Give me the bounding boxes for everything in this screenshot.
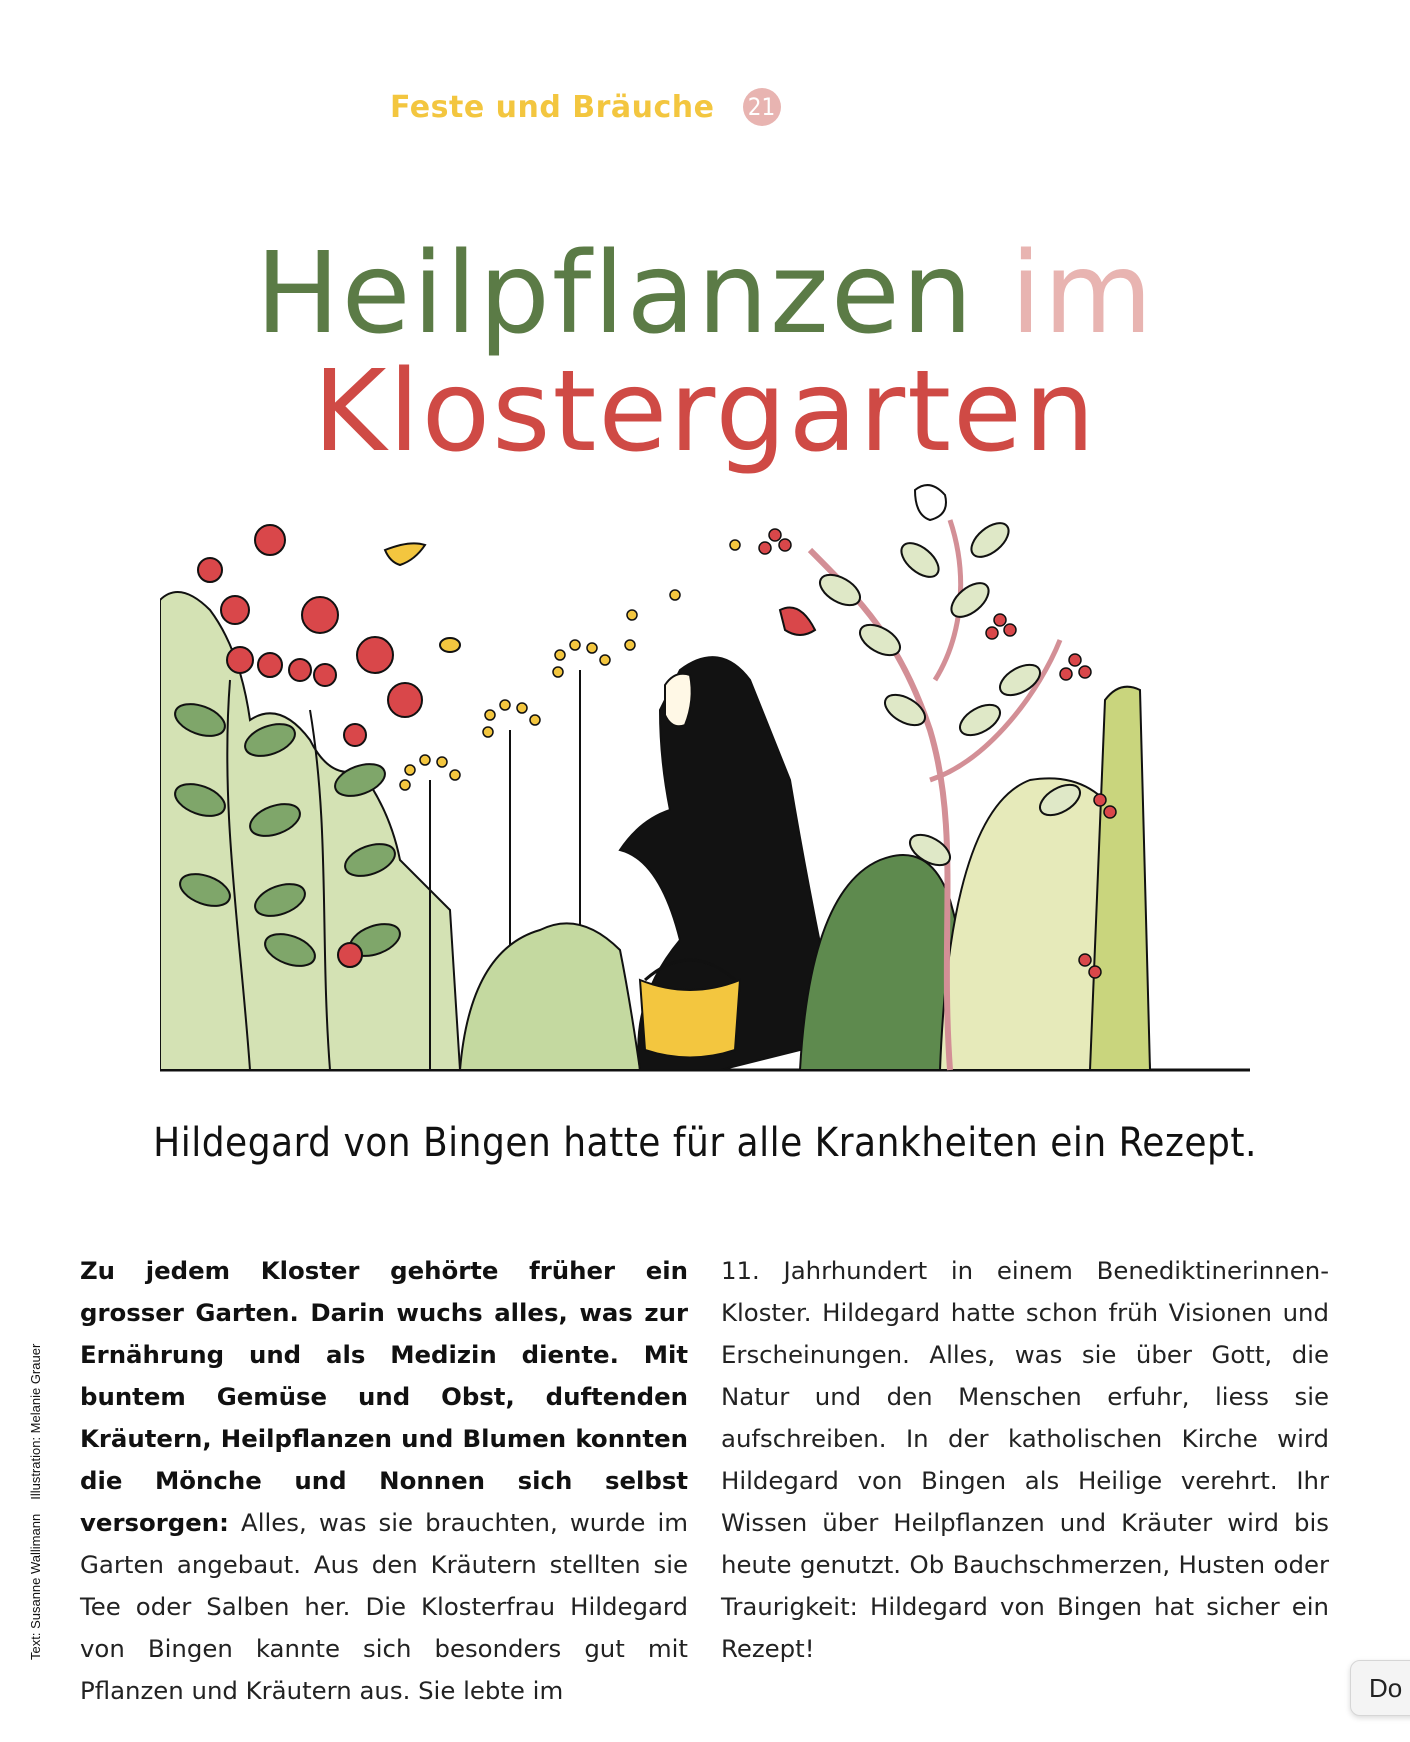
section-label: Feste und Bräuche bbox=[390, 89, 715, 125]
garden-illustration bbox=[160, 480, 1250, 1080]
article-title bbox=[0, 229, 1410, 477]
body-text-right: 11. Jahrhundert in einem Benediktinerinnen-Kloster. Hildegard hatte schon früh Visionen und Erscheinungen. Alles, was sie über Gott, die Natur und den Menschen erfuhr, liess sie aufschreiben. In der katholischen Kirche wird Hildegard von Bingen als Heilige verehrt. Ihr Wissen über Heilpflanzen und Kräuter wird bis heute genutzt. Ob Bauchschmerzen, Husten oder Traurigkeit: Hildegard von Bingen hat sicher ein Rezept! bbox=[721, 1256, 1329, 1663]
title-word-im: im bbox=[1010, 229, 1155, 359]
title-word-klostergarten: Klostergarten bbox=[313, 347, 1097, 477]
body-text-left: Alles, was sie brauchten, wurde im Garten angebaut. Aus den Kräutern stellten sie Tee oder Salben her. Die Klosterfrau Hildegard von Bingen kannte sich besonders gut mit Pflanzen und Kräutern aus. Sie lebte im bbox=[80, 1508, 688, 1705]
article-subtitle: Hildegard von Bingen hatte für alle Krankheiten ein Rezept. bbox=[153, 1120, 1257, 1166]
credit-line bbox=[28, 1344, 43, 1660]
overlay-button[interactable]: Do bbox=[1350, 1660, 1410, 1716]
illustration-credit: Illustration: Melanie Grauer bbox=[28, 1343, 43, 1500]
section-header bbox=[390, 88, 781, 126]
page-number-badge: 21 bbox=[743, 88, 781, 126]
body-column-right bbox=[721, 1250, 1329, 1670]
title-word-heilpflanzen: Heilpflanzen bbox=[255, 229, 975, 359]
text-credit: Text: Susanne Wallimann bbox=[28, 1513, 43, 1660]
body-column-left bbox=[80, 1250, 688, 1712]
lead-paragraph: Zu jedem Kloster gehörte früher ein grosser Garten. Darin wuchs alles, was zur Ernährung und als Medizin diente. Mit buntem Gemüse und Obst, duftenden Kräutern, Heilpflanzen und Blumen konnten die Mönche und Nonnen sich selbst versorgen: bbox=[80, 1256, 688, 1537]
